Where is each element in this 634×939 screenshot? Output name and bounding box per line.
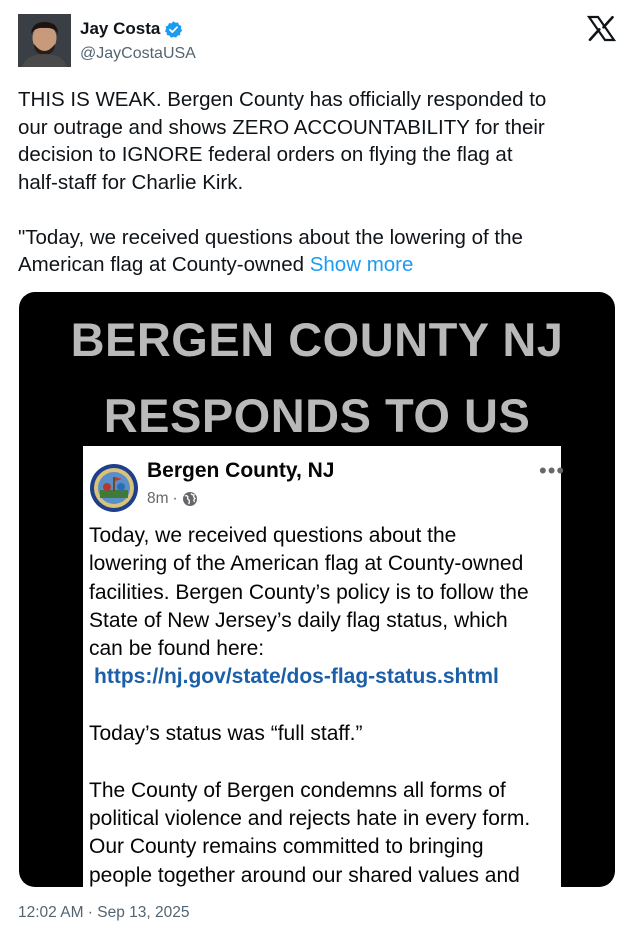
author-name-row (80, 19, 183, 39)
tweet-text (18, 86, 618, 279)
fb-post-link: https://nj.gov/state/dos-flag-status.shtml (94, 665, 499, 689)
tweet-paragraph-1: THIS IS WEAK. Bergen County has officially responded to our outrage and shows ZERO ACCOUNTABILITY for their decision to IGNORE federal orders on flying the flag at half-staff for Charlie Kirk. (18, 88, 547, 194)
tweet-paragraph-2 (18, 224, 618, 279)
fb-blank-line (89, 748, 567, 776)
show-more-link[interactable]: Show more (309, 253, 414, 276)
author-display-name[interactable]: Jay Costa (80, 19, 161, 38)
avatar-photo (18, 14, 71, 67)
fb-meta-separator: · (172, 490, 178, 507)
tweet-header (0, 0, 634, 80)
paragraph-spacer (18, 196, 618, 224)
fb-post-text-2: Today’s status was “full staff.” (89, 722, 363, 746)
fb-post-meta (147, 490, 198, 508)
facebook-post-screenshot (83, 446, 566, 887)
verified-badge-icon (164, 20, 183, 39)
fb-post-text-1: Today, we received questions about the lowering of the American flag at County-owned facilities. Bergen County’s policy is to follow the State of New Jersey’s daily flag status, which can be found here: (89, 524, 529, 661)
media-headline-line-1: BERGEN COUNTY NJ (70, 313, 564, 366)
tweet-timestamp[interactable]: 12:02 AM · Sep 13, 2025 (18, 904, 190, 921)
fb-post-time: 8m (147, 490, 169, 507)
globe-icon (182, 491, 198, 507)
x-logo-icon[interactable] (588, 16, 615, 41)
fb-page-name: Bergen County, NJ (147, 459, 335, 482)
fb-post-body (89, 522, 567, 890)
more-options-icon: ••• (539, 458, 566, 483)
tweet-media-image[interactable] (19, 292, 615, 887)
author-handle[interactable]: @JayCostaUSA (80, 45, 196, 62)
county-seal-icon (89, 463, 139, 513)
fb-blank-line (89, 692, 567, 720)
fb-post-text-3: The County of Bergen condemns all forms of political violence and rejects hate in every form. Our County remains committed to bringing people together around our shared values and (89, 778, 531, 887)
media-headline-line-2: RESPONDS TO US (103, 389, 531, 442)
tweet-paragraph-2-text: "Today, we received questions about the lowering of the American flag at County-owned (18, 225, 523, 276)
author-avatar[interactable] (18, 14, 71, 67)
